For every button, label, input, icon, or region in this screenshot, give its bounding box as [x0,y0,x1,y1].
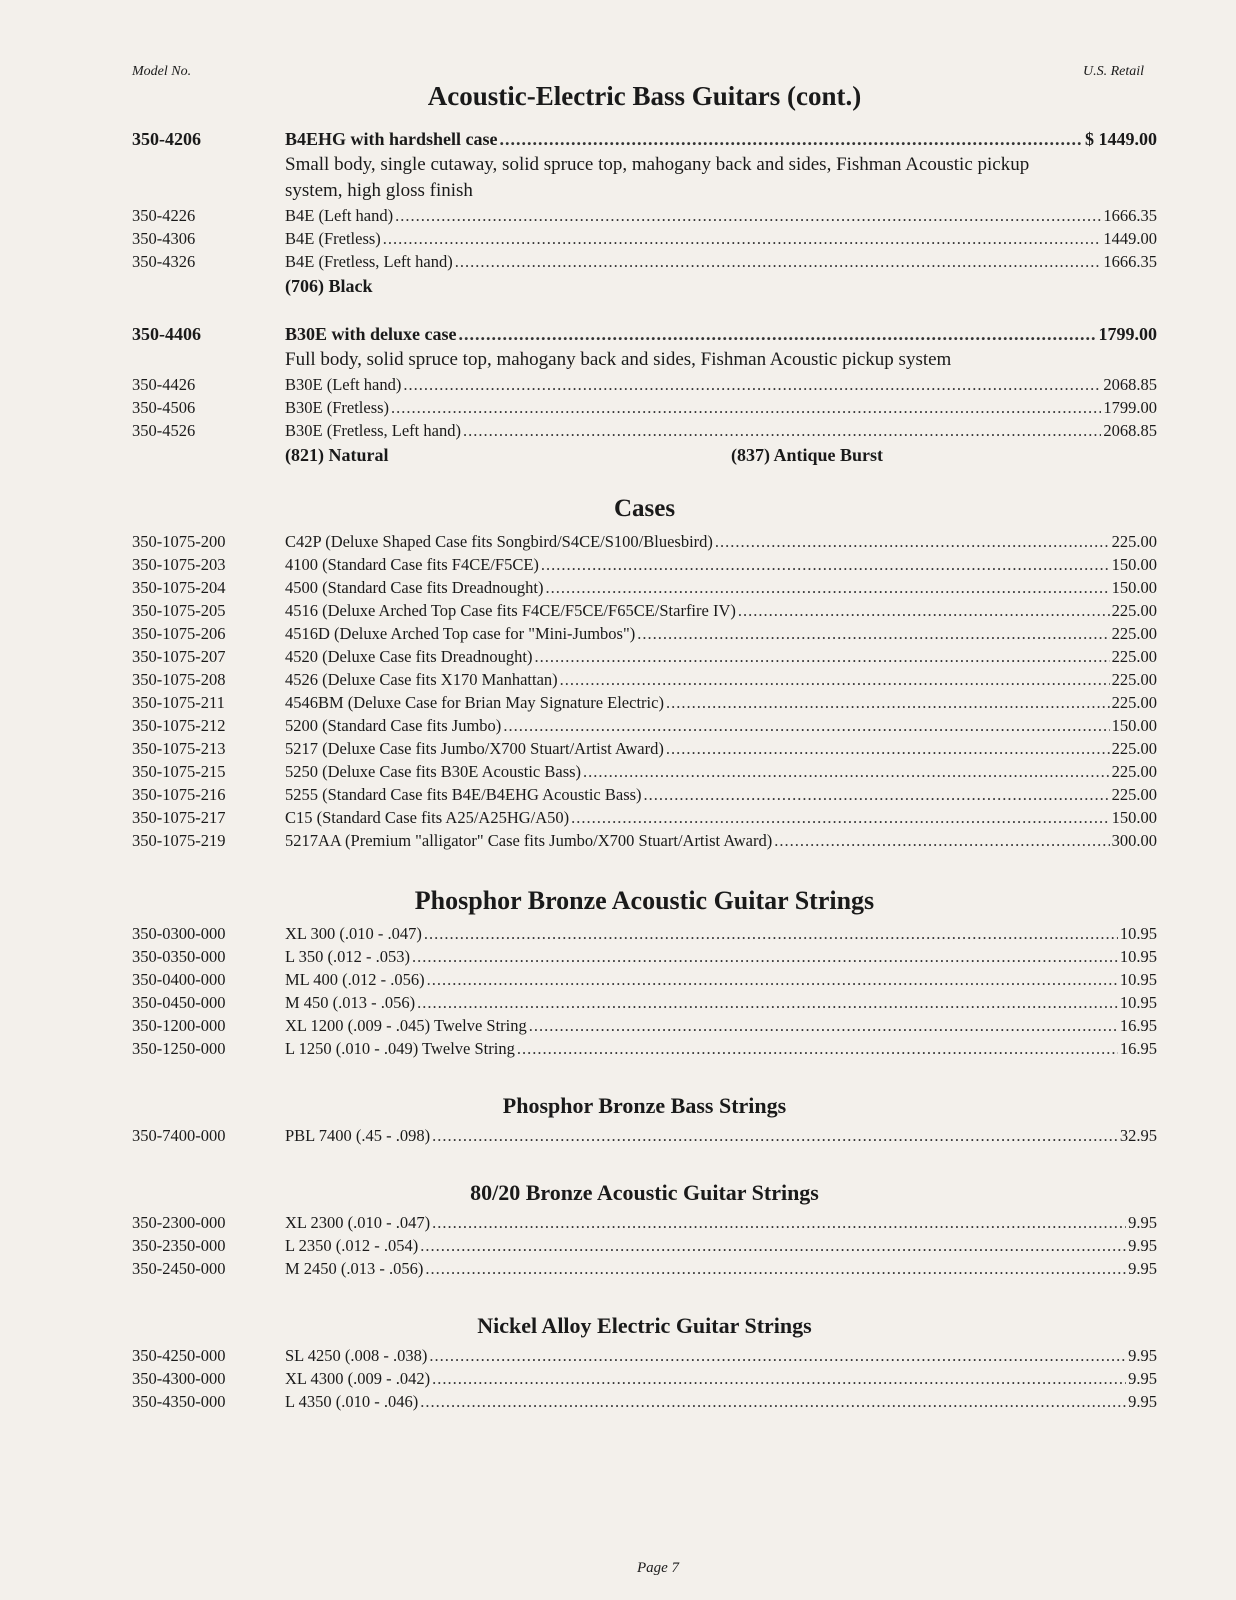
price: 150.00 [1111,578,1157,597]
price: 32.95 [1119,1126,1157,1145]
model-number: 350-2350-000 [132,1236,226,1255]
price-row [132,599,1157,622]
price: 10.95 [1119,947,1157,966]
price: 9.95 [1128,1259,1157,1278]
leader-dots [644,783,1110,806]
price-row [132,1344,1157,1367]
price: 9.95 [1128,1346,1157,1365]
price-row [132,645,1157,668]
model-number: 350-1075-204 [132,578,226,597]
price-row [132,806,1157,829]
item-description: 4546BM (Deluxe Case for Brian May Signature Electric) [285,693,664,712]
price-row [132,691,1157,714]
item-description: 4526 (Deluxe Case fits X170 Manhattan) [285,670,558,689]
model-number: 350-1075-212 [132,716,226,735]
main-product-row [132,321,1157,347]
leader-dots [425,1257,1126,1280]
price: 2068.85 [1103,421,1157,440]
us-retail-label: U.S. Retail [1082,64,1144,79]
leader-dots [429,1344,1126,1367]
finish-options [285,273,1157,299]
price-row [132,922,1157,945]
leader-dots [427,968,1118,991]
price-row [132,668,1157,691]
item-description: 5217 (Deluxe Case fits Jumbo/X700 Stuart/Artist Award) [285,739,664,758]
leader-dots [383,227,1102,250]
price: 225.00 [1111,601,1157,620]
leader-dots [455,250,1102,273]
product-name: B30E with deluxe case [285,324,457,344]
model-number: 350-1075-206 [132,624,226,643]
model-number: 350-4250-000 [132,1346,226,1365]
leader-dots [571,806,1109,829]
model-number: 350-4506 [132,398,196,417]
price: 16.95 [1119,1039,1157,1058]
leader-dots [432,1367,1126,1390]
finish-option: (837) Antique Burst [731,445,884,465]
leader-dots [529,1014,1118,1037]
leader-dots [560,668,1110,691]
price-row [132,1257,1157,1280]
item-description: B4E (Left hand) [285,206,394,225]
model-number: 350-4406 [132,324,201,344]
item-description: B30E (Fretless) [285,398,390,417]
item-description: SL 4250 (.008 - .038) [285,1346,428,1365]
item-description: XL 300 (.010 - .047) [285,924,422,943]
leader-dots [391,396,1101,419]
leader-dots [420,1234,1126,1257]
model-number: 350-4300-000 [132,1369,226,1388]
product-group-b30e [132,321,1157,468]
price-list-content [132,76,1157,1413]
model-number: 350-1250-000 [132,1039,226,1058]
leader-dots [774,829,1109,852]
leader-dots [583,760,1110,783]
product-description: Small body, single cutaway, solid spruce top, mahogany back and sides, Fishman Acoustic pickup system, high gloss finish [285,154,1030,201]
model-number: 350-0350-000 [132,947,226,966]
item-description: B30E (Fretless, Left hand) [285,421,461,440]
price-row [132,737,1157,760]
item-description: M 450 (.013 - .056) [285,993,416,1012]
product-description: Full body, solid spruce top, mahogany back and sides, Fishman Acoustic pickup system [285,349,952,370]
leader-dots [424,922,1118,945]
price-row [132,1124,1157,1147]
section-title-phosphor-bass: Phosphor Bronze Bass Strings [502,1093,787,1118]
price-row [132,396,1157,419]
price: 225.00 [1111,739,1157,758]
model-number: 350-0400-000 [132,970,226,989]
model-number: 350-4206 [132,129,201,149]
item-description: 5255 (Standard Case fits B4E/B4EHG Acoustic Bass) [285,785,642,804]
item-description: L 350 (.012 - .053) [285,947,410,966]
item-description: PBL 7400 (.45 - .098) [285,1126,431,1145]
section-title-bass: Acoustic-Electric Bass Guitars (cont.) [427,81,862,111]
product-group-b4ehg [132,126,1157,299]
section-title-cases: Cases [613,495,676,522]
section-title-phosphor-acoustic: Phosphor Bronze Acoustic Guitar Strings [414,886,875,915]
item-description: 4516 (Deluxe Arched Top Case fits F4CE/F5CE/F65CE/Starfire IV) [285,601,736,620]
leader-dots [432,1124,1118,1147]
price: 9.95 [1128,1213,1157,1232]
model-number: 350-1075-219 [132,831,226,850]
item-description: L 1250 (.010 - .049) Twelve String [285,1039,515,1058]
item-description: 4100 (Standard Case fits F4CE/F5CE) [285,555,539,574]
model-number: 350-1075-203 [132,555,226,574]
price: 9.95 [1128,1392,1157,1411]
leader-dots [500,126,1083,152]
leader-dots [637,622,1109,645]
price-row [132,373,1157,396]
price: 2068.85 [1103,375,1157,394]
item-description: M 2450 (.013 - .056) [285,1259,424,1278]
leader-dots [459,321,1097,347]
model-number: 350-1075-216 [132,785,226,804]
item-description: 4520 (Deluxe Case fits Dreadnought) [285,647,533,666]
nickel-list [132,1344,1157,1413]
item-description: 5250 (Deluxe Case fits B30E Acoustic Bass) [285,762,582,781]
item-description: C15 (Standard Case fits A25/A25HG/A50) [285,808,570,827]
price: 300.00 [1111,831,1157,850]
price: 9.95 [1128,1236,1157,1255]
price-row [132,991,1157,1014]
item-description: XL 2300 (.010 - .047) [285,1213,431,1232]
price-row [132,419,1157,442]
price: 10.95 [1119,924,1157,943]
price: 1666.35 [1103,252,1157,271]
model-no-label: Model No. [132,64,192,79]
item-description: 5217AA (Premium "alligator" Case fits Jumbo/X700 Stuart/Artist Award) [285,831,773,850]
model-number: 350-7400-000 [132,1126,226,1145]
model-number: 350-0300-000 [132,924,226,943]
price-row [132,1211,1157,1234]
price: 10.95 [1119,970,1157,989]
leader-dots [395,204,1101,227]
price: 16.95 [1119,1016,1157,1035]
item-description: 4516D (Deluxe Arched Top case for "Mini-Jumbos") [285,624,636,643]
item-description: B4E (Fretless) [285,229,381,248]
leader-dots [432,1211,1126,1234]
model-number: 350-0450-000 [132,993,226,1012]
model-number: 350-1075-205 [132,601,226,620]
model-number: 350-4306 [132,229,196,248]
price: 225.00 [1111,532,1157,551]
price-row [132,576,1157,599]
model-number: 350-2300-000 [132,1213,226,1232]
phosphor-bass-list [132,1124,1157,1147]
model-number: 350-1075-208 [132,670,226,689]
model-number: 350-4426 [132,375,196,394]
item-description: 4500 (Standard Case fits Dreadnought) [285,578,544,597]
leader-dots [412,945,1118,968]
price-row [132,227,1157,250]
leader-dots [503,714,1109,737]
price: 225.00 [1111,785,1157,804]
model-number: 350-1075-217 [132,808,226,827]
item-description: 5200 (Standard Case fits Jumbo) [285,716,502,735]
product-name: B4EHG with hardshell case [285,129,498,149]
section-title-8020-bronze: 80/20 Bronze Acoustic Guitar Strings [470,1180,819,1205]
leader-dots [417,991,1118,1014]
price: 225.00 [1111,693,1157,712]
item-description: L 2350 (.012 - .054) [285,1236,419,1255]
item-description: B4E (Fretless, Left hand) [285,252,453,271]
model-number: 350-1075-207 [132,647,226,666]
cases-list [132,530,1157,852]
price: 225.00 [1111,647,1157,666]
leader-dots [666,691,1110,714]
model-number: 350-1075-215 [132,762,226,781]
model-number: 350-4226 [132,206,196,225]
price: $ 1449.00 [1085,129,1157,149]
price-row [132,622,1157,645]
price: 9.95 [1128,1369,1157,1388]
price-row [132,968,1157,991]
price: 225.00 [1111,762,1157,781]
price-row [132,530,1157,553]
price: 225.00 [1111,670,1157,689]
leader-dots [715,530,1110,553]
price-row [132,250,1157,273]
price-row [132,553,1157,576]
price-row [132,829,1157,852]
leader-dots [541,553,1110,576]
price: 10.95 [1119,993,1157,1012]
model-number: 350-2450-000 [132,1259,226,1278]
price: 1666.35 [1103,206,1157,225]
price: 150.00 [1111,808,1157,827]
price-row [132,760,1157,783]
leader-dots [738,599,1110,622]
price-row [132,945,1157,968]
price: 150.00 [1111,555,1157,574]
item-description: C42P (Deluxe Shaped Case fits Songbird/S4CE/S100/Bluesbird) [285,532,713,551]
phosphor-acoustic-list [132,922,1157,1060]
model-number: 350-1075-200 [132,532,226,551]
leader-dots [403,373,1101,396]
finish-option: (706) Black [285,276,373,296]
price-row [132,783,1157,806]
price-row [132,1390,1157,1413]
item-description: L 4350 (.010 - .046) [285,1392,419,1411]
item-description: ML 400 (.012 - .056) [285,970,425,989]
leader-dots [534,645,1109,668]
price-row [132,1037,1157,1060]
leader-dots [666,737,1110,760]
price: 150.00 [1111,716,1157,735]
price-row [132,714,1157,737]
finish-option: (821) Natural [285,445,389,465]
leader-dots [420,1390,1126,1413]
item-description: B30E (Left hand) [285,375,402,394]
price: 1799.00 [1103,398,1157,417]
model-number: 350-4350-000 [132,1392,226,1411]
model-number: 350-1075-213 [132,739,226,758]
price-row [132,1014,1157,1037]
price-row [132,204,1157,227]
finish-options [285,442,1157,468]
model-number: 350-4526 [132,421,196,440]
page-number: Page 7 [636,1560,680,1576]
leader-dots [545,576,1109,599]
price: 1799.00 [1098,324,1157,344]
main-product-row [132,126,1157,152]
price: 1449.00 [1103,229,1157,248]
section-title-nickel: Nickel Alloy Electric Guitar Strings [477,1313,812,1338]
leader-dots [463,419,1101,442]
price-row [132,1367,1157,1390]
price-row [132,1234,1157,1257]
leader-dots [517,1037,1118,1060]
item-description: XL 1200 (.009 - .045) Twelve String [285,1016,527,1035]
item-description: XL 4300 (.009 - .042) [285,1369,431,1388]
model-number: 350-1075-211 [132,693,225,712]
bronze-8020-list [132,1211,1157,1280]
price: 225.00 [1111,624,1157,643]
model-number: 350-4326 [132,252,196,271]
model-number: 350-1200-000 [132,1016,226,1035]
